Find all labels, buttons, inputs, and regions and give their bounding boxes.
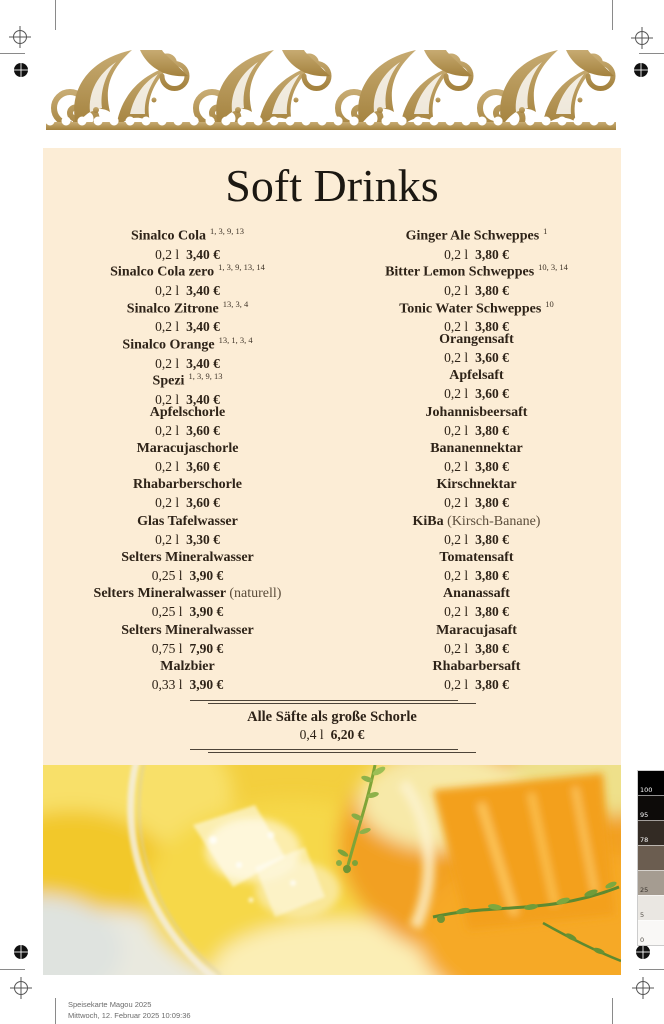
menu-item-size: 0,2 l: [444, 531, 469, 547]
menu-item-amount: 3,40 €: [186, 355, 220, 371]
menu-item-name: Bitter Lemon Schweppes $^{10, 3, 14}$: [385, 262, 568, 280]
registration-dot-icon: [633, 62, 649, 78]
menu-column-right: [332, 222, 621, 694]
menu-item-name: Sinalco Orange $^{13, 1, 3, 4}$: [122, 335, 253, 353]
menu-item: [43, 476, 332, 512]
menu-item-name: KiBa (Kirsch-Banane): [412, 513, 541, 529]
menu-item-name: Sinalco Zitrone $^{13, 3, 4}$: [126, 298, 249, 317]
calibration-step: [638, 795, 664, 820]
menu-item-amount: 3,80 €: [475, 531, 509, 547]
crop-mark: [612, 0, 613, 30]
menu-item: [332, 658, 621, 694]
divider: [208, 703, 476, 704]
divider: [190, 749, 458, 750]
menu-item-size: 0,2 l: [444, 422, 469, 438]
menu-item-amount: 3,60 €: [186, 495, 220, 511]
divider: [190, 700, 458, 701]
menu-item-amount: 3,40 €: [186, 319, 220, 335]
menu-column-left: [43, 222, 332, 694]
calibration-step: [638, 870, 664, 895]
menu-item-amount: 3,90 €: [189, 677, 224, 693]
menu-item-amount: 3,60 €: [475, 386, 509, 402]
menu-item-amount: 3,40 €: [186, 283, 220, 298]
menu-item-note: (Kirsch-Banane): [447, 513, 541, 529]
menu-item-name: Glas Tafelwasser: [137, 513, 238, 529]
menu-item-price: [43, 422, 332, 439]
menu-item-size: 0,2 l: [155, 283, 180, 298]
crop-mark: [639, 969, 664, 970]
menu-item-amount: 3,80 €: [475, 283, 509, 298]
page-title: Soft Drinks: [225, 160, 439, 211]
calibration-step: [638, 920, 664, 945]
menu-item-price: [332, 458, 621, 475]
menu-item-size: 0,2 l: [155, 531, 180, 547]
menu-item-price: [43, 458, 332, 475]
menu-item-price: [332, 603, 621, 620]
menu-item-amount: 3,60 €: [475, 350, 509, 366]
menu-item-size: 0,2 l: [444, 246, 469, 262]
menu-item-size: 0,33 l: [151, 677, 183, 693]
menu-item: [332, 367, 621, 403]
menu-item-price: [43, 494, 332, 511]
menu-item-price: [332, 567, 621, 584]
imprint-line1: Speisekarte Magou 2025: [68, 1000, 152, 1009]
crop-mark: [0, 53, 25, 54]
menu-item-amount: 3,80 €: [475, 319, 509, 335]
menu-item-size: 0,2 l: [444, 604, 469, 620]
menu-item-size: 0,25 l: [151, 604, 183, 620]
menu-item-amount: 3,80 €: [475, 459, 509, 475]
special-price: [182, 726, 482, 743]
menu-item-amount: 3,60 €: [186, 459, 220, 475]
menu-item-amount: 3,80 €: [475, 422, 509, 438]
menu-item-name: Selters Mineralwasser (naturell): [93, 586, 282, 602]
allergen-refs: 13, 3, 4: [222, 298, 249, 309]
menu-item-name: Malzbier: [160, 659, 215, 675]
menu-item-amount: 3,90 €: [189, 604, 224, 620]
menu-item: [332, 331, 621, 367]
menu-item-amount: 3,80 €: [475, 640, 509, 656]
menu-item-price: [43, 603, 332, 620]
menu-item: [43, 295, 332, 335]
calibration-step-label: 25: [640, 886, 649, 894]
menu-item: [43, 513, 332, 549]
registration-target-icon: [9, 26, 31, 48]
divider: [208, 752, 476, 753]
menu-item-price: [332, 676, 621, 693]
schorle-special-block: [182, 700, 482, 753]
menu-item-size: 0,2 l: [155, 319, 180, 335]
menu-item: [43, 222, 332, 262]
special-size: 0,4 l: [299, 727, 324, 743]
menu-item: [332, 440, 621, 476]
allergen-refs: 1, 3, 9, 13, 14: [218, 262, 265, 273]
menu-item-name: Selters Mineralwasser: [121, 550, 254, 566]
menu-item-price: [332, 640, 621, 657]
menu-item-name: Orangensaft: [439, 332, 514, 348]
menu-item-name: Sinalco Cola $^{1, 3, 9, 13}$: [130, 226, 245, 244]
menu-item-name: Sinalco Cola zero $^{1, 3, 9, 13, 14}$: [110, 262, 265, 280]
allergen-refs: 1: [543, 226, 548, 236]
menu-item-size: 0,75 l: [151, 640, 183, 656]
calibration-step-label: 78: [640, 836, 649, 844]
menu-item-size: 0,2 l: [444, 640, 469, 656]
menu-item-size: 0,2 l: [155, 355, 180, 371]
menu-item-name: Selters Mineralwasser: [121, 622, 254, 638]
menu-item: [43, 258, 332, 298]
menu-item-amount: 3,30 €: [186, 531, 220, 547]
menu-item-size: 0,2 l: [444, 459, 469, 475]
menu-item: [332, 513, 621, 549]
menu-item-name: Tonic Water Schweppes $^{10}$: [399, 298, 554, 317]
menu-item-size: 0,2 l: [155, 246, 180, 262]
registration-dot-icon: [13, 62, 29, 78]
menu-item-size: 0,2 l: [444, 386, 469, 402]
calibration-step-label: 5: [640, 911, 645, 919]
menu-item-amount: 3,40 €: [186, 246, 220, 262]
calibration-step: [638, 771, 664, 795]
crop-mark: [55, 998, 56, 1024]
menu-item-size: 0,2 l: [155, 422, 180, 438]
crop-mark: [55, 0, 56, 30]
menu-item-amount: 3,80 €: [475, 677, 509, 693]
menu-item-size: 0,2 l: [444, 495, 469, 511]
menu-item-amount: 7,90 €: [189, 640, 224, 656]
calibration-step-label: 100: [640, 786, 653, 794]
menu-item: [332, 222, 621, 262]
calibration-step-label: 0: [640, 936, 645, 944]
menu-item: [332, 404, 621, 440]
allergen-refs: 1, 3, 9, 13: [210, 226, 245, 236]
menu-item: [332, 258, 621, 298]
menu-item: [332, 585, 621, 621]
menu-item: [43, 549, 332, 585]
menu-columns: [43, 222, 621, 694]
registration-dot-icon: [635, 944, 651, 960]
registration-target-icon: [632, 977, 654, 999]
menu-item-size: 0,2 l: [155, 459, 180, 475]
menu-item-name: Ginger Ale Schweppes $^1$: [405, 226, 548, 244]
allergen-refs: 10: [545, 298, 554, 309]
menu-item: [332, 476, 621, 512]
allergen-refs: 10, 3, 14: [538, 262, 568, 273]
menu-item-price: [43, 567, 332, 584]
menu-item-price: [43, 676, 332, 693]
menu-item: [43, 585, 332, 621]
menu-item-name: Rhabarberschorle: [133, 477, 242, 493]
menu-item: [43, 331, 332, 371]
menu-item-price: [43, 531, 332, 548]
menu-item-name: Spezi $^{1, 3, 9, 13}$: [152, 371, 223, 390]
menu-item-size: 0,2 l: [444, 677, 469, 693]
menu-item-name: Maracujasaft: [436, 622, 517, 638]
menu-item-size: 0,2 l: [444, 283, 469, 298]
damask-ornament-border: [46, 50, 616, 130]
document-imprint: [68, 999, 191, 1021]
registration-target-icon: [631, 27, 653, 49]
menu-item-note: (naturell): [229, 586, 282, 602]
calibration-step-label: 95: [640, 811, 649, 819]
menu-item-name: Ananassaft: [443, 586, 510, 602]
menu-item-size: 0,2 l: [155, 392, 180, 408]
menu-item-amount: 3,80 €: [475, 495, 509, 511]
menu-item: [43, 658, 332, 694]
menu-item: [332, 549, 621, 585]
menu-item-amount: 3,80 €: [475, 604, 509, 620]
special-title: Alle Säfte als große Schorle: [247, 709, 417, 726]
crop-mark: [612, 998, 613, 1024]
menu-item: [332, 295, 621, 335]
special-amount: 6,20 €: [330, 727, 365, 743]
menu-item-price: [332, 531, 621, 548]
calibration-step: [638, 895, 664, 920]
calibration-step: [638, 820, 664, 845]
menu-item-size: 0,2 l: [444, 319, 469, 335]
menu-item-size: 0,2 l: [155, 495, 180, 511]
menu-item-amount: 3,80 €: [475, 568, 509, 584]
citrus-drink-photo: [43, 765, 621, 975]
registration-target-icon: [10, 977, 32, 999]
menu-item-name: Apfelsaft: [449, 368, 504, 384]
menu-item-price: [332, 422, 621, 439]
menu-item-name: Maracujaschorle: [136, 441, 239, 457]
menu-item-price: [332, 494, 621, 511]
menu-item-name: Apfelschorle: [149, 404, 226, 420]
menu-item-amount: 3,40 €: [186, 392, 220, 408]
imprint-line2: Mittwoch, 12. Februar 2025 10:09:36: [68, 1011, 191, 1020]
menu-item-price: [332, 349, 621, 366]
crop-mark: [639, 53, 664, 54]
menu-item: [43, 404, 332, 440]
menu-item-name: Tomatensaft: [439, 550, 514, 566]
menu-item-amount: 3,80 €: [475, 246, 509, 262]
menu-item: [43, 367, 332, 408]
menu-item-size: 0,2 l: [444, 350, 469, 366]
menu-item: [332, 622, 621, 658]
menu-item-name: Bananennektar: [430, 441, 523, 457]
menu-item-price: [43, 640, 332, 657]
calibration-strip: [637, 770, 664, 946]
menu-item-size: 0,2 l: [444, 568, 469, 584]
allergen-refs: 13, 1, 3, 4: [218, 335, 253, 346]
menu-item: [43, 440, 332, 476]
calibration-step: [638, 845, 664, 870]
menu-item-amount: 3,90 €: [189, 568, 224, 584]
menu-item-name: Rhabarbersaft: [432, 659, 521, 675]
menu-item-price: [332, 385, 621, 402]
crop-mark: [0, 969, 25, 970]
menu-item: [43, 622, 332, 658]
menu-item-name: Johannisbeersaft: [425, 404, 528, 420]
menu-item-amount: 3,60 €: [186, 422, 220, 438]
menu-panel: [43, 148, 621, 975]
menu-item-size: 0,25 l: [151, 568, 183, 584]
registration-dot-icon: [13, 944, 29, 960]
menu-item-name: Kirschnektar: [436, 477, 517, 493]
allergen-refs: 1, 3, 9, 13: [188, 371, 223, 382]
